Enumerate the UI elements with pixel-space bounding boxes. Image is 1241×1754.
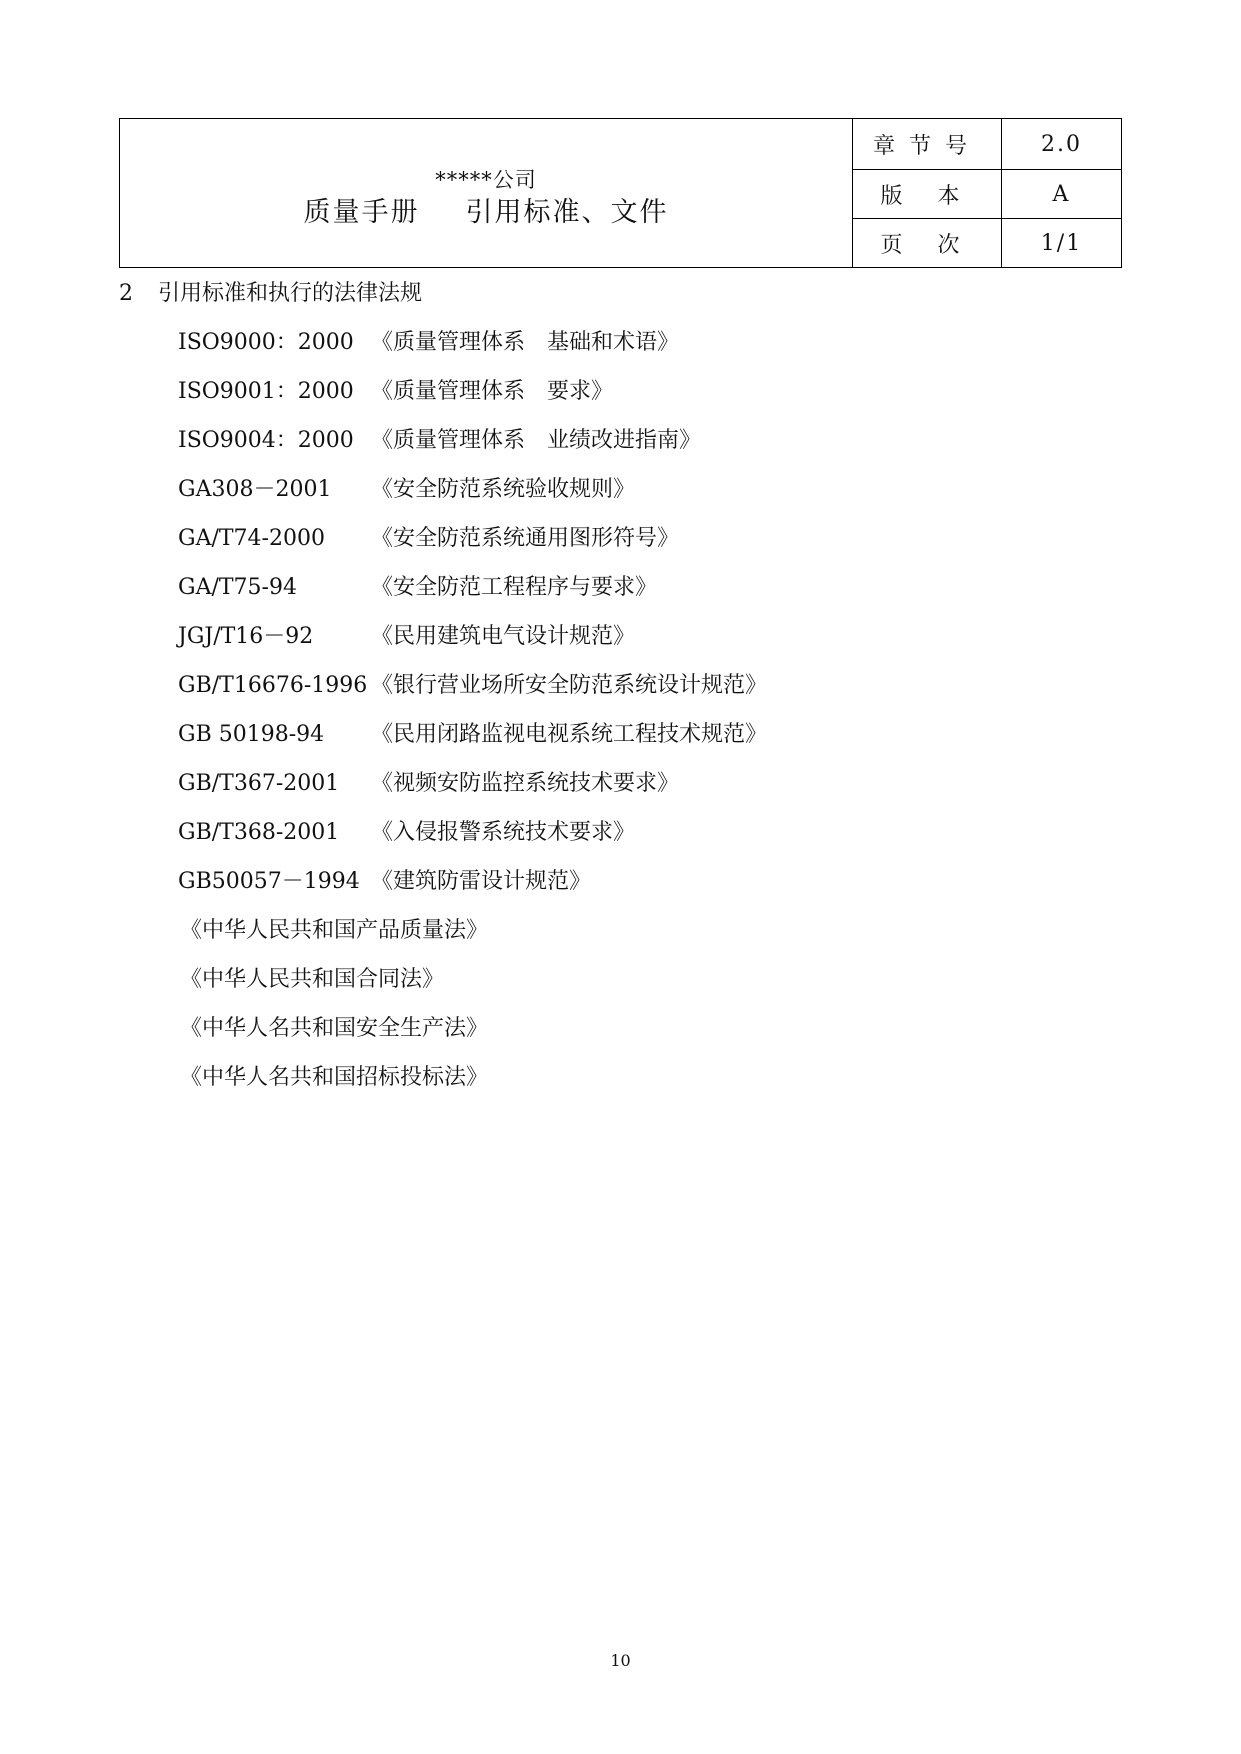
standard-code: GB/T16676-1996 xyxy=(178,673,368,698)
standard-code: GB/T367-2001 xyxy=(178,771,340,796)
law-item: 《中华人名共和国安全生产法》 xyxy=(180,1016,489,1041)
reference-item xyxy=(178,423,767,472)
reference-item xyxy=(178,521,767,570)
reference-item xyxy=(178,374,767,423)
manual-name: 质量手册 xyxy=(303,197,420,228)
section-number: 2 xyxy=(119,281,133,306)
section-heading xyxy=(119,278,422,310)
standard-code: ISO9001：2000 xyxy=(178,379,354,404)
page-number: 10 xyxy=(610,1651,631,1670)
standard-title: 《质量管理体系 业绩改进指南》 xyxy=(371,428,702,453)
standard-title: 《安全防范系统通用图形符号》 xyxy=(371,526,680,551)
standard-title: 《安全防范系统验收规则》 xyxy=(371,477,636,502)
reference-list xyxy=(178,325,767,1109)
law-item: 《中华人名共和国招标投标法》 xyxy=(180,1065,489,1090)
reference-item xyxy=(178,472,767,521)
standard-title: 《银行营业场所安全防范系统设计规范》 xyxy=(371,673,768,698)
version-label: 版 本 xyxy=(853,170,1002,219)
standard-code: GA/T75-94 xyxy=(178,575,297,600)
reference-item xyxy=(178,864,767,913)
reference-item xyxy=(178,766,767,815)
header-title-cell xyxy=(120,119,853,268)
standard-title: 《建筑防雷设计规范》 xyxy=(371,869,592,894)
standard-code: GB 50198-94 xyxy=(178,722,325,747)
reference-item xyxy=(178,619,767,668)
law-item: 《中华人民共和国合同法》 xyxy=(180,967,445,992)
standard-title: 《视频安防监控系统技术要求》 xyxy=(371,771,680,796)
standard-code: GB50057－1994 xyxy=(178,869,360,894)
version-value: A xyxy=(1002,170,1122,219)
reference-item xyxy=(178,717,767,766)
standard-code: ISO9004：2000 xyxy=(178,428,354,453)
standard-title: 《质量管理体系 基础和术语》 xyxy=(371,330,680,355)
reference-item xyxy=(178,668,767,717)
reference-item xyxy=(178,570,767,619)
document-header-table xyxy=(119,118,1122,268)
reference-item xyxy=(178,815,767,864)
standard-code: GA/T74-2000 xyxy=(178,526,325,551)
law-item: 《中华人民共和国产品质量法》 xyxy=(180,918,489,943)
standard-title: 《民用闭路监视电视系统工程技术规范》 xyxy=(371,722,768,747)
chapter-number-label: 章节号 xyxy=(853,119,1002,170)
reference-item xyxy=(178,325,767,374)
standard-code: GB/T368-2001 xyxy=(178,820,340,845)
standard-title: 《质量管理体系 要求》 xyxy=(371,379,614,404)
page-count-label: 页 次 xyxy=(853,219,1002,268)
manual-title xyxy=(120,195,852,231)
company-name: *****公司 xyxy=(435,168,537,192)
chapter-number-value: 2.0 xyxy=(1002,119,1122,170)
standard-code: JGJ/T16－92 xyxy=(178,624,314,649)
standard-code: ISO9000：2000 xyxy=(178,330,354,355)
standard-title: 《安全防范工程程序与要求》 xyxy=(371,575,658,600)
standard-title: 《入侵报警系统技术要求》 xyxy=(371,820,636,845)
page-count-value: 1/1 xyxy=(1002,219,1122,268)
section-title: 引用标准和执行的法律法规 xyxy=(158,281,423,306)
standard-code: GA308－2001 xyxy=(178,477,332,502)
chapter-title: 引用标准、文件 xyxy=(465,197,669,228)
standard-title: 《民用建筑电气设计规范》 xyxy=(371,624,636,649)
